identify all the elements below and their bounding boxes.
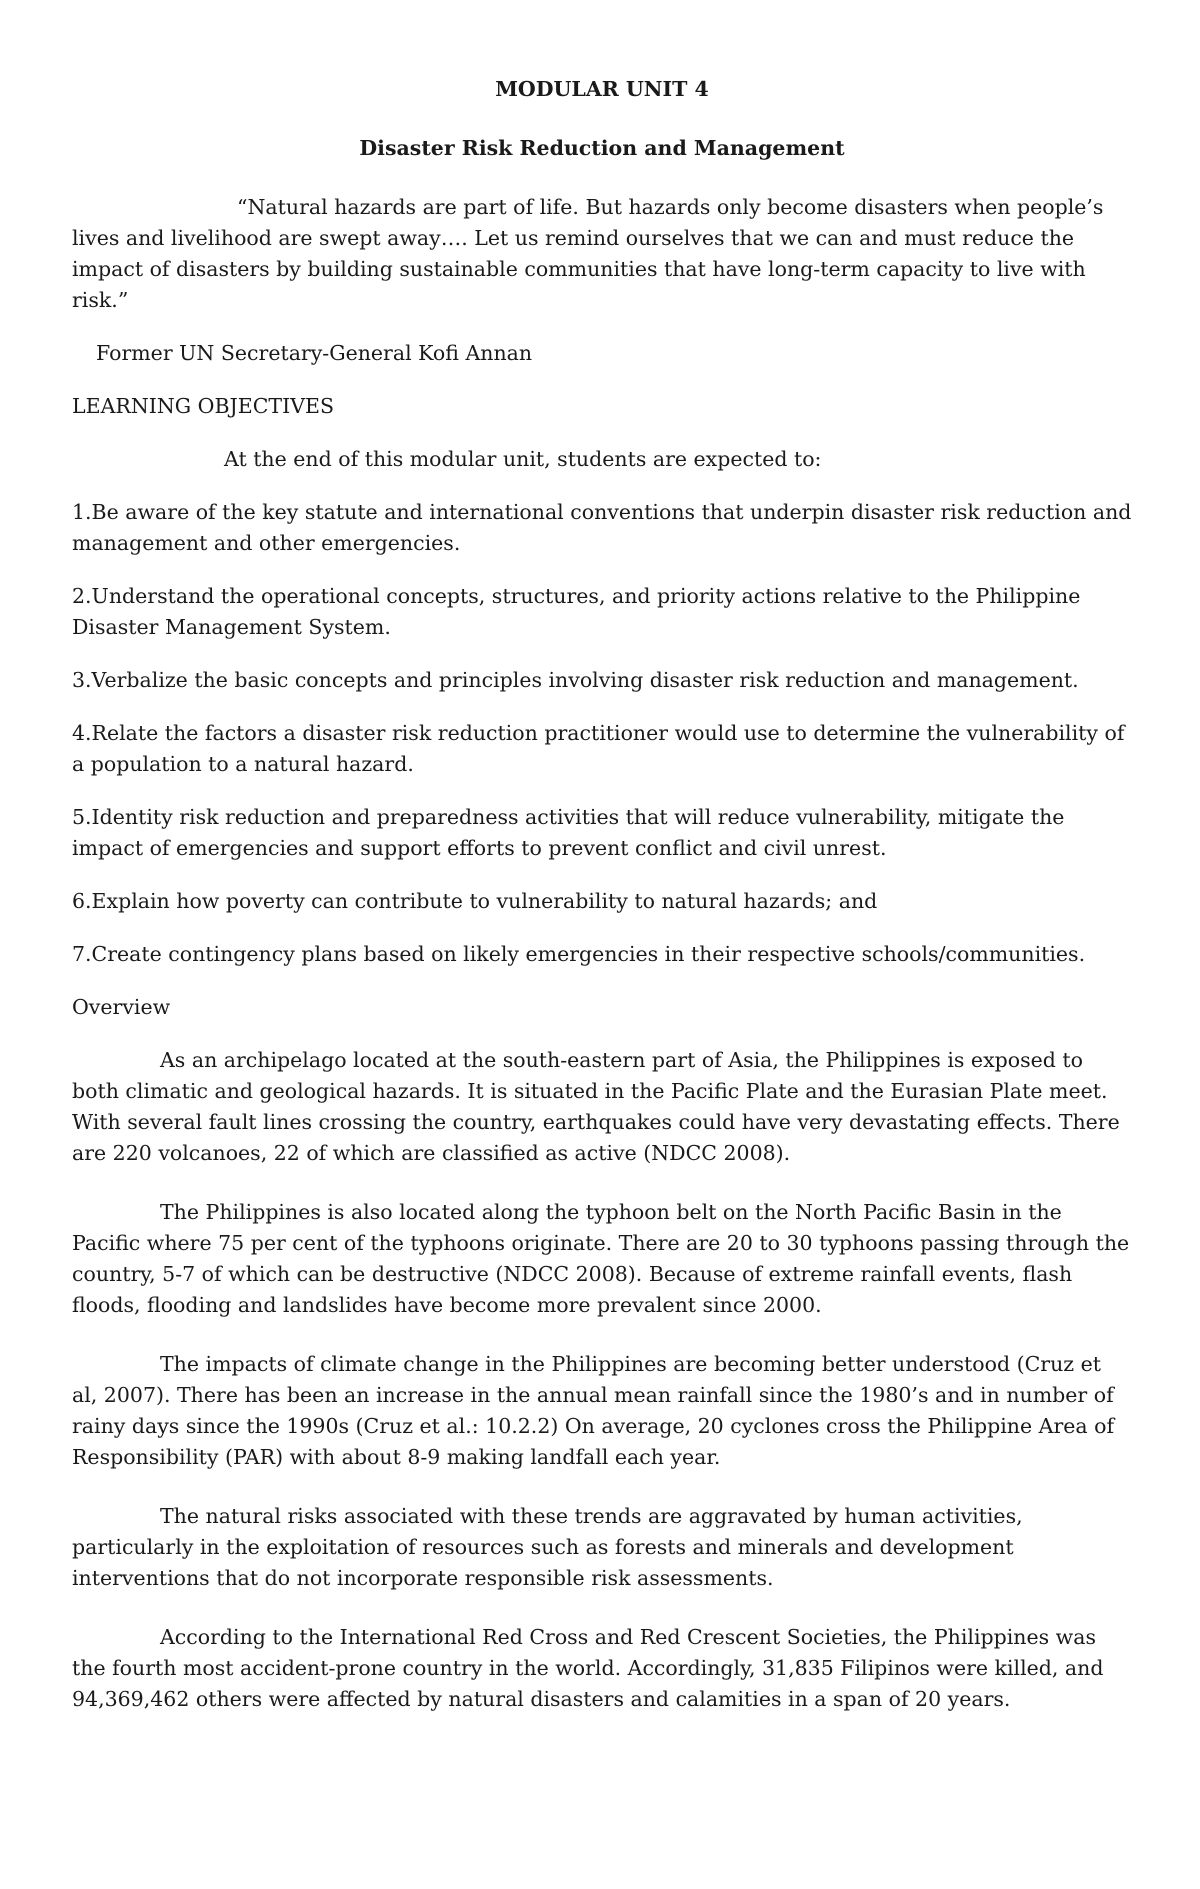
document-page [72, 74, 1132, 1743]
objective-item: 7.Create contingency plans based on likely emergencies in their respective schools/communities. [72, 942, 1086, 966]
overview-paragraph: According to the International Red Cross and Red Crescent Societies, the Philippines was the fourth most accident-prone country in the world. Accordingly, 31,835 Filipinos were killed, and 94,369,462 others were affected by natural disasters and calamities in a span of 20 years. [72, 1625, 1104, 1711]
opening-quote: “Natural hazards are part of life. But hazards only become disasters when people’s lives and livelihood are swept away…. Let us remind ourselves that we can and must reduce the impact of disasters by building sustainable communities that have long-term capacity to live with risk.” [72, 195, 1104, 312]
objectives-intro: At the end of this modular unit, students are expected to: [224, 447, 822, 471]
overview-paragraph: The natural risks associated with these trends are aggravated by human activities, particularly in the exploitation of resources such as forests and minerals and development interventions that do not incorporate responsible risk assessments. [72, 1504, 1023, 1590]
unit-title: MODULAR UNIT 4 [495, 77, 709, 101]
objective-item: 2.Understand the operational concepts, structures, and priority actions relative to the Philippine Disaster Management System. [72, 584, 1081, 639]
objective-item: 5.Identity risk reduction and preparedness activities that will reduce vulnerability, mitigate the impact of emergencies and support efforts to prevent conflict and civil unrest. [72, 805, 1065, 860]
quote-author: Former UN Secretary-General Kofi Annan [96, 341, 533, 365]
overview-paragraph: As an archipelago located at the south-eastern part of Asia, the Philippines is exposed to both climatic and geological hazards. It is situated in the Pacific Plate and the Eurasian Plate meet. With several fault lines crossing the country, earthquakes could have very devastating effects. There are 220 volcanoes, 22 of which are classified as active (NDCC 2008). [72, 1048, 1120, 1165]
overview-paragraph: The impacts of climate change in the Philippines are becoming better understood (Cruz et al, 2007). There has been an increase in the annual mean rainfall since the 1980’s and in number of rainy days since the 1990s (Cruz et al.: 10.2.2) On average, 20 cyclones cross the Philippine Area of Responsibility (PAR) with about 8-9 making landfall each year. [72, 1352, 1115, 1469]
overview-paragraph: The Philippines is also located along the typhoon belt on the North Pacific Basin in the Pacific where 75 per cent of the typhoons originate. There are 20 to 30 typhoons passing through the country, 5-7 of which can be destructive (NDCC 2008). Because of extreme rainfall events, flash floods, flooding and landslides have become more prevalent since 2000. [72, 1200, 1130, 1317]
objective-item: 4.Relate the factors a disaster risk reduction practitioner would use to determine the vulnerability of a population to a natural hazard. [72, 721, 1125, 776]
objective-item: 3.Verbalize the basic concepts and principles involving disaster risk reduction and management. [72, 668, 1079, 692]
overview-heading: Overview [72, 995, 171, 1019]
objective-item: 1.Be aware of the key statute and international conventions that underpin disaster risk reduction and management and other emergencies. [72, 500, 1132, 555]
objective-item: 6.Explain how poverty can contribute to vulnerability to natural hazards; and [72, 889, 878, 913]
objectives-heading: LEARNING OBJECTIVES [72, 394, 335, 418]
unit-subtitle: Disaster Risk Reduction and Management [359, 136, 845, 160]
